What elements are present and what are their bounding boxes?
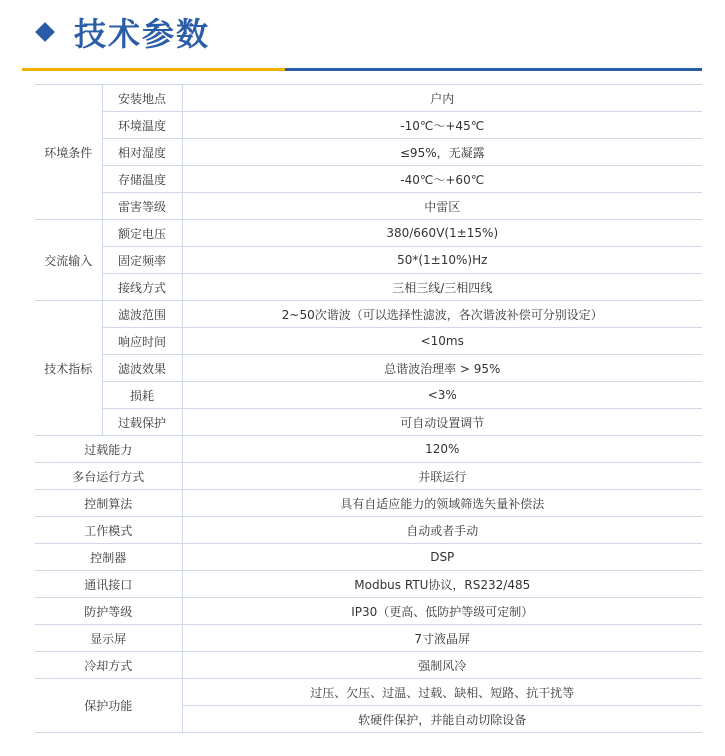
param-label: 控制器 bbox=[35, 544, 182, 571]
table-row bbox=[35, 409, 702, 436]
param-value: 具有自适应能力的领域筛选矢量补偿法 bbox=[182, 490, 702, 517]
table-row bbox=[35, 328, 702, 355]
table-row bbox=[35, 274, 702, 301]
param-label: 固定频率 bbox=[102, 247, 182, 274]
param-value: <10ms bbox=[182, 328, 702, 355]
table-row bbox=[35, 625, 702, 652]
param-value: 中雷区 bbox=[182, 193, 702, 220]
table-row bbox=[35, 193, 702, 220]
param-value: 50*(1±10%)Hz bbox=[182, 247, 702, 274]
table-row bbox=[35, 544, 702, 571]
param-label: 通讯接口 bbox=[35, 571, 182, 598]
section-header bbox=[34, 8, 210, 56]
table-row bbox=[35, 517, 702, 544]
group-label: 环境条件 bbox=[35, 85, 102, 220]
divider-accent-yellow bbox=[22, 68, 285, 71]
table-row bbox=[35, 355, 702, 382]
table-row bbox=[35, 85, 702, 112]
param-value: 380/660V(1±15%) bbox=[182, 220, 702, 247]
param-value: -40℃～+60℃ bbox=[182, 166, 702, 193]
page-title: 技术参数 bbox=[74, 15, 211, 53]
param-value: 强制风冷 bbox=[182, 652, 702, 679]
group-label: 交流输入 bbox=[35, 220, 102, 301]
param-label: 保护功能 bbox=[35, 679, 182, 733]
spec-table bbox=[35, 84, 702, 733]
param-value: 120% bbox=[182, 436, 702, 463]
param-label: 存储温度 bbox=[102, 166, 182, 193]
param-label: 多台运行方式 bbox=[35, 463, 182, 490]
param-value: -10℃～+45℃ bbox=[182, 112, 702, 139]
param-value: DSP bbox=[182, 544, 702, 571]
param-value: 总谐波治理率 > 95% bbox=[182, 355, 702, 382]
param-value: 可自动设置调节 bbox=[182, 409, 702, 436]
param-value: 7寸液晶屏 bbox=[182, 625, 702, 652]
table-row bbox=[35, 463, 702, 490]
param-label: 环境温度 bbox=[102, 112, 182, 139]
table-row bbox=[35, 652, 702, 679]
param-label: 过载能力 bbox=[35, 436, 182, 463]
table-row bbox=[35, 598, 702, 625]
param-value: 并联运行 bbox=[182, 463, 702, 490]
param-label: 显示屏 bbox=[35, 625, 182, 652]
param-label: 响应时间 bbox=[102, 328, 182, 355]
param-label: 相对湿度 bbox=[102, 139, 182, 166]
param-label: 接线方式 bbox=[102, 274, 182, 301]
divider-accent-blue bbox=[285, 68, 702, 71]
param-value: 自动或者手动 bbox=[182, 517, 702, 544]
param-label: 安装地点 bbox=[102, 85, 182, 112]
param-label: 滤波范围 bbox=[102, 301, 182, 328]
table-row bbox=[35, 166, 702, 193]
table-row bbox=[35, 571, 702, 598]
param-value: 软硬件保护，并能自动切除设备 bbox=[182, 706, 702, 733]
param-label: 冷却方式 bbox=[35, 652, 182, 679]
param-label: 额定电压 bbox=[102, 220, 182, 247]
table-row bbox=[35, 247, 702, 274]
param-value: ≤95%，无凝露 bbox=[182, 139, 702, 166]
param-label: 工作模式 bbox=[35, 517, 182, 544]
title-divider bbox=[22, 68, 702, 71]
param-value: 过压、欠压、过温、过载、缺相、短路、抗干扰等 bbox=[182, 679, 702, 706]
table-row bbox=[35, 139, 702, 166]
param-value: 户内 bbox=[182, 85, 702, 112]
table-row bbox=[35, 301, 702, 328]
param-value: 三相三线/三相四线 bbox=[182, 274, 702, 301]
group-label: 技术指标 bbox=[35, 301, 102, 436]
param-label: 损耗 bbox=[102, 382, 182, 409]
table-row bbox=[35, 436, 702, 463]
param-label: 控制算法 bbox=[35, 490, 182, 517]
param-value: <3% bbox=[182, 382, 702, 409]
param-value: 2~50次谐波（可以选择性滤波，各次谐波补偿可分别设定） bbox=[182, 301, 702, 328]
param-value: IP30（更高、低防护等级可定制） bbox=[182, 598, 702, 625]
diamond-icon bbox=[35, 22, 55, 42]
table-row bbox=[35, 490, 702, 517]
table-row bbox=[35, 679, 702, 706]
param-label: 防护等级 bbox=[35, 598, 182, 625]
param-label: 过载保护 bbox=[102, 409, 182, 436]
param-label: 滤波效果 bbox=[102, 355, 182, 382]
table-row bbox=[35, 112, 702, 139]
table-row bbox=[35, 220, 702, 247]
param-label: 雷害等级 bbox=[102, 193, 182, 220]
table-row bbox=[35, 382, 702, 409]
param-value: Modbus RTU协议，RS232/485 bbox=[182, 571, 702, 598]
